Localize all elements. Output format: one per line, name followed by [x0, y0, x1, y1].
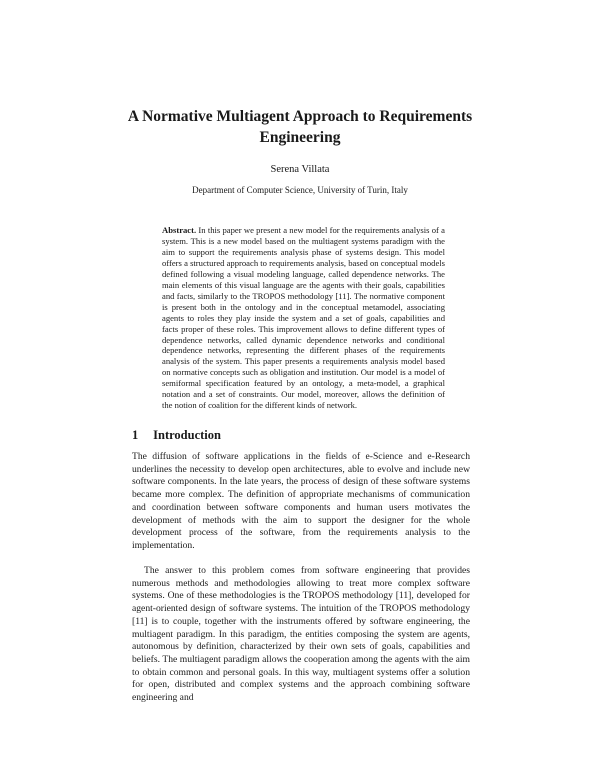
abstract-text: In this paper we present a new model for the requirements analysis of a system. This is a new model based on the multiagent systems paradigm with the aim to support the requirements analysis phase of systems design. This model offers a structured approach to requirements analysis, based on conceptual models defined following a visual modeling language, called dependence networks. The main elements of this visual language are the agents with their goals, capabilities and facts, similarly to the TROPOS methodology [11]. The normative component is present both in the ontology and in the conceptual metamodel, associating agents to roles they play inside the system and a set of goals, capabilities and facts proper of these roles. This improvement allows to define different types of dependence networks, called dynamic dependence networks and conditional dependence networks, representing the different phases of the requirements analysis of the system. This paper presents a requirements analysis model based on normative concepts such as obligation and institution. Our model is a model of semiformal specification featured by an ontology, a meta-model, a graphical notation and a set of constraints. Our model, moreover, allows the definition of the notion of coalition for the different kinds of network. — [162, 225, 445, 411]
author-affiliation: Department of Computer Science, University of Turin, Italy — [192, 185, 408, 195]
paragraph: The diffusion of software applications in the fields of e-Science and e-Research underlines the necessity to develop open architectures, able to evolve and include new software components. In the late years, the process of design of these software systems became more complex. The definition of appropriate mechanisms of communication and coordination between software components and human users motivates the development of methods with the aim to support the designer for the whole development process of the software, from the requirements analysis to the implementation. — [132, 451, 470, 551]
author-name: Serena Villata — [270, 164, 330, 175]
paragraph: The answer to this problem comes from software engineering that provides numerous methods and methodologies allowing to treat more complex software systems. One of these methodologies is the TROPOS methodology [11], developed for agent-oriented design of software systems. The intuition of the TROPOS methodology [11] is to couple, together with the instruments offered by software engineering, the multiagent paradigm. In this paradigm, the entities composing the system are agents, autonomous by definition, characterized by their own sets of goals, capabilities and beliefs. The multiagent paradigm allows the cooperation among the agents with the aim to obtain common and personal goals. In this way, multiagent systems offer a solution for open, distributed and complex systems and the approach combining software engineering and — [132, 565, 470, 704]
abstract-label: Abstract. — [162, 225, 197, 235]
paper-title: A Normative Multiagent Approach to Requirements Engineering — [127, 108, 473, 146]
section-title: Introduction — [153, 428, 221, 442]
abstract — [162, 225, 445, 411]
section-heading — [132, 428, 221, 443]
section-number: 1 — [132, 428, 139, 442]
